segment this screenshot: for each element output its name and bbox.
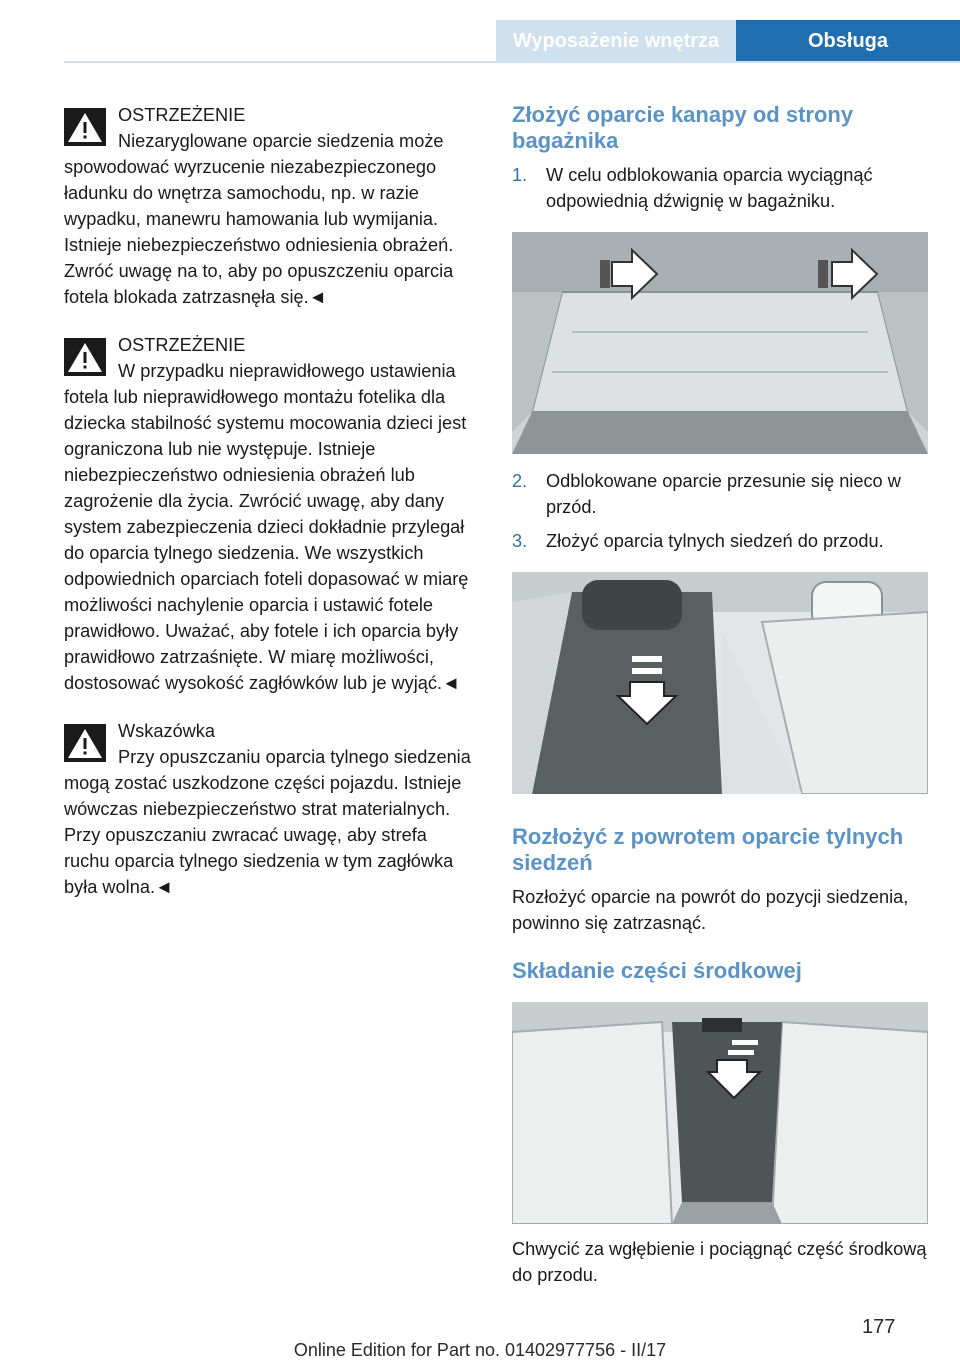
step-item [512,468,928,520]
warning-triangle-icon [64,338,106,376]
step-item [512,528,928,554]
section-heading: Złożyć oparcie kanapy od strony bagażnika [512,102,854,153]
note-title: Wskazówka [118,721,216,741]
warning-block [64,332,476,696]
page-header [0,20,960,62]
section-tab: Wyposażenie wnętrza [496,20,736,62]
section-body: Rozłożyć oparcie na powrót do pozycji siedzenia, powinno się zatrzasnąć. [512,887,909,933]
warning-title: OSTRZEŻENIE [118,335,246,355]
warning-triangle-icon [64,108,106,146]
right-column [512,102,928,1288]
seat-fold-illustration [512,572,928,794]
warning-text: W przypadku nieprawidłowego ustawienia fotela lub nieprawidłowego montażu fotelika dla dziecka stabilność systemu mocowania dzieci jest ograniczona lub nie występuje. Istnieje niebezpieczeństwo odniesienia obrażeń lub zagrożenie dla życia. Zwrócić uwagę, aby dany system zabezpieczenia dzieci dokładnie przylegał do oparcia tylnego siedzenia. We wszystkich odpowiednich oparciach foteli dopasować w miarę możliwości nachylenie oparcia i ustawić fotele prawidłowo. Uważać, aby fotele i ich oparcia były prawidłowo zatrzaśnięte. W miarę możliwości, dostosować wysokość zagłówków lub je wyjąć.◄ [64,361,469,693]
step-number: 2. [512,471,528,491]
step-number: 1. [512,165,528,185]
step-text: W celu odblokowania oparcia wyciągnąć odpowiednią dźwignię w bagażniku. [546,165,873,211]
note-block [64,718,476,900]
section-heading: Składanie części środkowej [512,958,802,983]
header-rule [64,61,960,63]
step-text: Złożyć oparcia tylnych siedzeń do przodu. [546,531,884,551]
center-section-illustration [512,1002,928,1224]
section-heading: Rozłożyć z powrotem oparcie tylnych siedzeń [512,824,904,875]
trunk-image [512,232,928,454]
warning-text: Niezaryglowane oparcie siedzenia może spowodować wyrzucenie niezabezpieczonego ładunku do wnętrza samochodu, np. w razie wypadku, manewru hamowania lub wymijania. Istnieje niebezpieczeństwo odniesienia obrażeń. Zwróć uwagę na to, aby po opuszczeniu oparcia fotela blokada zatrzasnęła się.◄ [64,131,454,307]
left-column [64,102,476,922]
trunk-lever-illustration [512,232,928,454]
chapter-tab: Obsługa [736,20,960,62]
page-number: 177 [862,1316,896,1338]
warning-block [64,102,476,310]
center-fold-image [512,1002,928,1224]
note-text: Przy opuszczaniu oparcia tylnego siedzenia mogą zostać uszkodzone części pojazdu. Istnieje wówczas niebezpieczeństwo strat materialnych. Przy opuszczaniu zwracać uwagę, aby strefa ruchu oparcia tylnego siedzenia w tym zagłówka była wolna.◄ [64,747,471,897]
section-body: Chwycić za wgłębienie i pociągnąć część środkową do przodu. [512,1239,927,1285]
seat-fold-image [512,572,928,794]
step-item [512,162,928,214]
warning-triangle-icon [64,724,106,762]
warning-title: OSTRZEŻENIE [118,105,246,125]
step-text: Odblokowane oparcie przesunie się nieco w przód. [546,471,901,517]
footer-edition: Online Edition for Part no. 01402977756 - II/17 [293,1340,667,1360]
step-number: 3. [512,531,528,551]
